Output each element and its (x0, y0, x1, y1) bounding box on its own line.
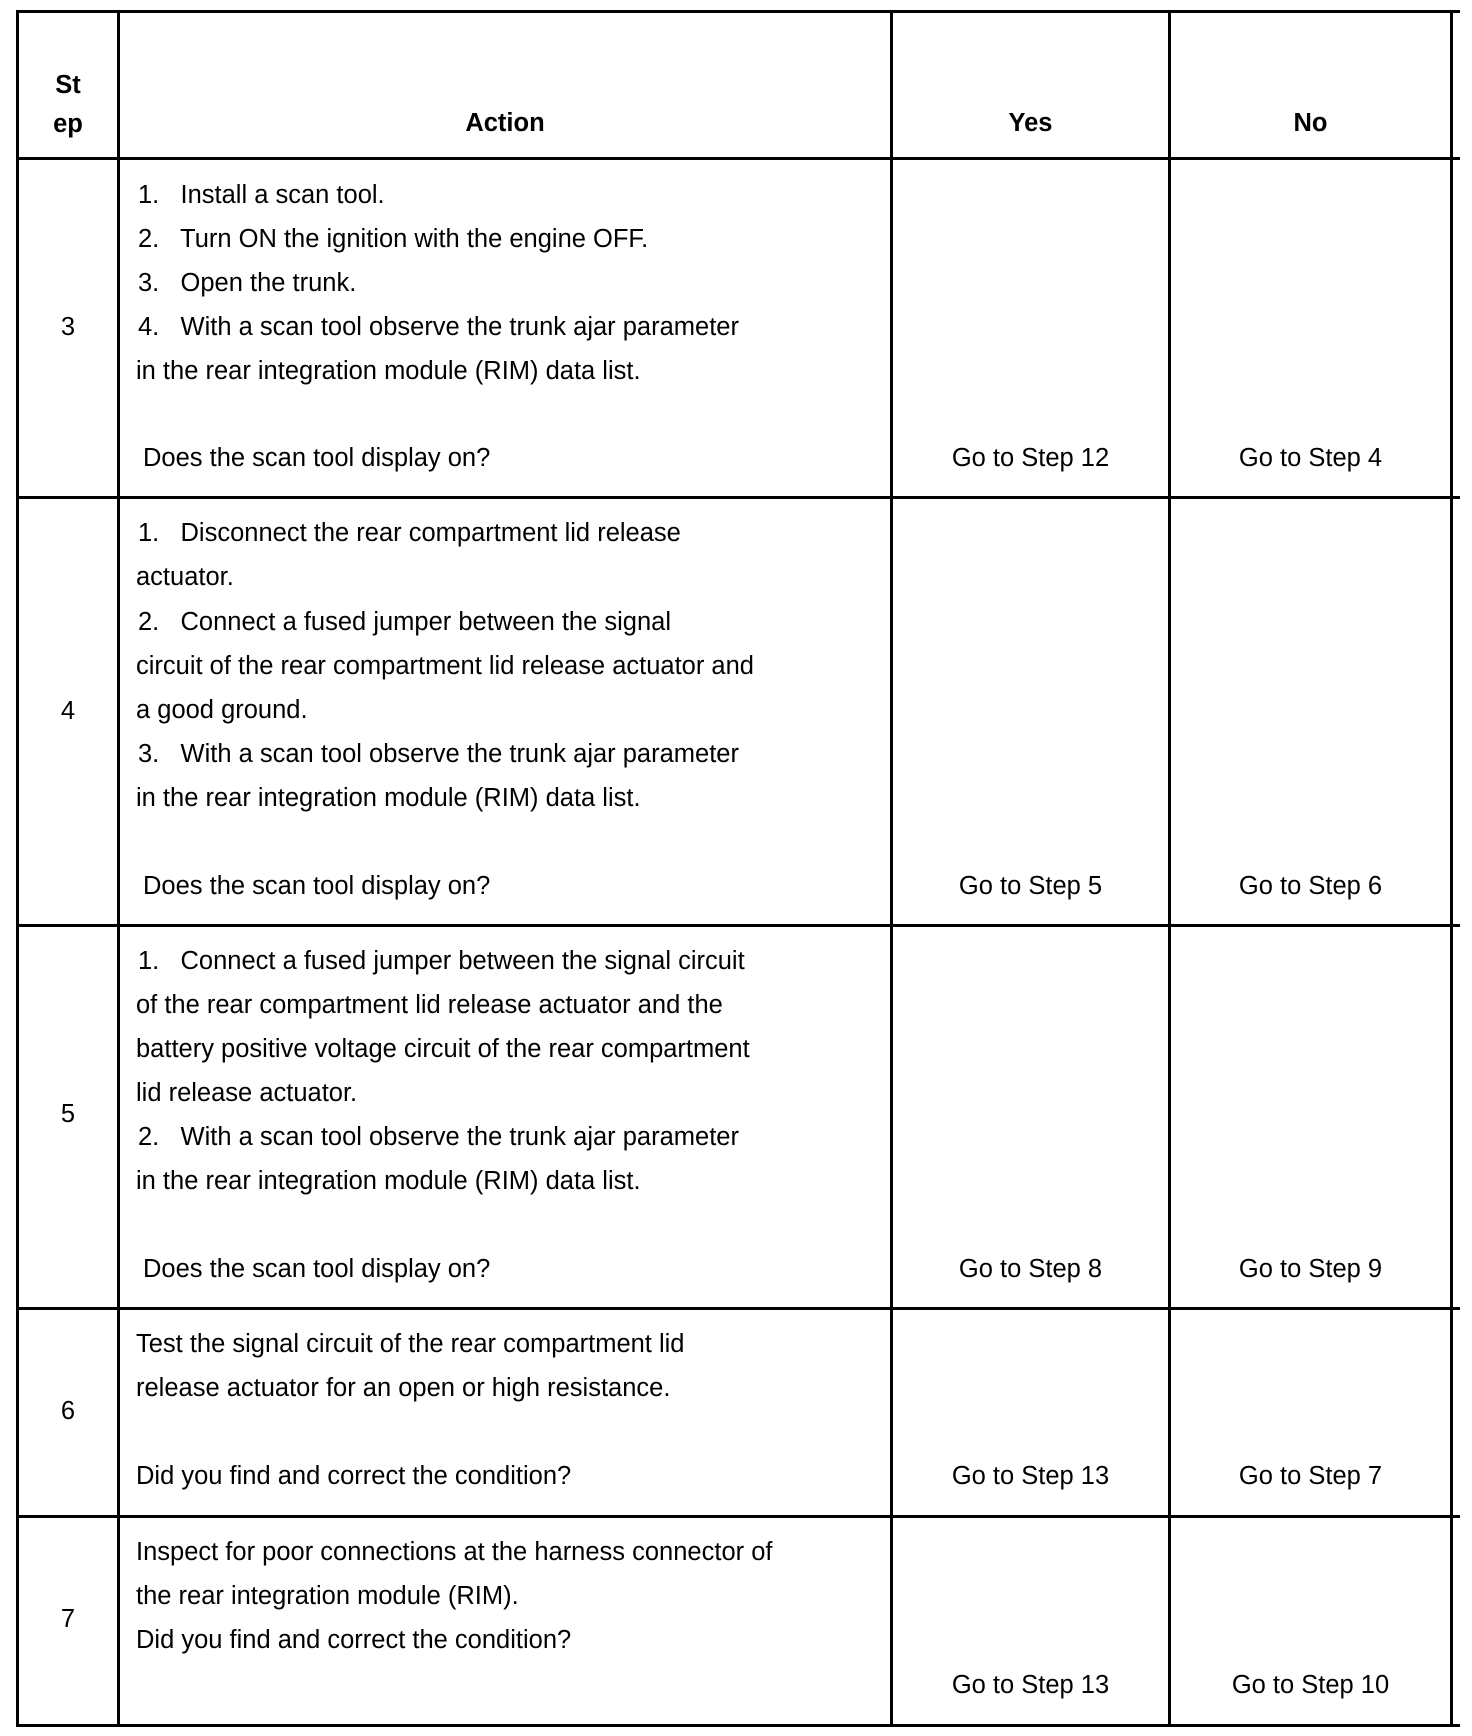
action-line: in the rear integration module (RIM) data list. (136, 1167, 641, 1195)
action-line: Did you find and correct the condition? (136, 1626, 572, 1654)
action-question: Does the scan tool display on? (143, 444, 491, 472)
table-rule (117, 10, 120, 1727)
yes-result: Go to Step 13 (951, 1462, 1110, 1490)
step-number: 7 (60, 1605, 76, 1633)
action-line: in the rear integration module (RIM) data list. (136, 357, 641, 385)
diagnostic-table (16, 10, 1460, 1730)
action-line: 3. Open the trunk. (138, 269, 357, 297)
action-line: battery positive voltage circuit of the rear compartment (136, 1035, 750, 1063)
action-question: Does the scan tool display on? (143, 1255, 491, 1283)
action-line: 2. Connect a fused jumper between the signal (138, 608, 671, 636)
step-number: 5 (60, 1100, 76, 1128)
table-rule (1450, 10, 1453, 1727)
action-line: 1. Install a scan tool. (138, 181, 385, 209)
action-line: 4. With a scan tool observe the trunk ajar parameter (138, 313, 739, 341)
table-rule (16, 10, 1460, 13)
yes-result: Go to Step 13 (951, 1671, 1110, 1699)
action-line: 1. Connect a fused jumper between the signal circuit (138, 947, 745, 975)
action-line: Inspect for poor connections at the harness connector of (136, 1538, 773, 1566)
action-line: a good ground. (136, 696, 308, 724)
action-line: 1. Disconnect the rear compartment lid release (138, 519, 681, 547)
action-question: Does the scan tool display on? (143, 872, 491, 900)
action-question: Did you find and correct the condition? (136, 1462, 572, 1490)
yes-result: Go to Step 12 (951, 444, 1110, 472)
action-line: 2. Turn ON the ignition with the engine OFF. (138, 225, 649, 253)
header-no: No (1293, 109, 1328, 137)
action-line: 3. With a scan tool observe the trunk ajar parameter (138, 740, 739, 768)
header-yes: Yes (1008, 109, 1053, 137)
action-line: lid release actuator. (136, 1079, 358, 1107)
no-result: Go to Step 10 (1231, 1671, 1390, 1699)
table-rule (16, 10, 19, 1727)
action-line: in the rear integration module (RIM) data list. (136, 784, 641, 812)
table-rule (16, 1515, 1460, 1518)
table-rule (16, 1307, 1460, 1310)
table-rule (16, 1724, 1460, 1727)
action-line: 2. With a scan tool observe the trunk ajar parameter (138, 1123, 739, 1151)
step-number: 6 (60, 1397, 76, 1425)
action-line: the rear integration module (RIM). (136, 1582, 519, 1610)
no-result: Go to Step 9 (1238, 1255, 1383, 1283)
header-step-line1: St (55, 71, 81, 99)
action-line: release actuator for an open or high resistance. (136, 1374, 671, 1402)
step-number: 4 (60, 697, 76, 725)
table-rule (16, 157, 1460, 160)
table-rule (16, 496, 1460, 499)
header-step-line2: ep (53, 110, 83, 138)
step-number: 3 (60, 313, 76, 341)
no-result: Go to Step 6 (1238, 872, 1383, 900)
header-action: Action (465, 109, 545, 137)
action-line: actuator. (136, 563, 234, 591)
table-rule (16, 924, 1460, 927)
action-line: Test the signal circuit of the rear compartment lid (136, 1330, 685, 1358)
no-result: Go to Step 7 (1238, 1462, 1383, 1490)
no-result: Go to Step 4 (1238, 444, 1383, 472)
yes-result: Go to Step 8 (958, 1255, 1103, 1283)
yes-result: Go to Step 5 (958, 872, 1103, 900)
action-line: circuit of the rear compartment lid release actuator and (136, 652, 754, 680)
action-line: of the rear compartment lid release actuator and the (136, 991, 723, 1019)
